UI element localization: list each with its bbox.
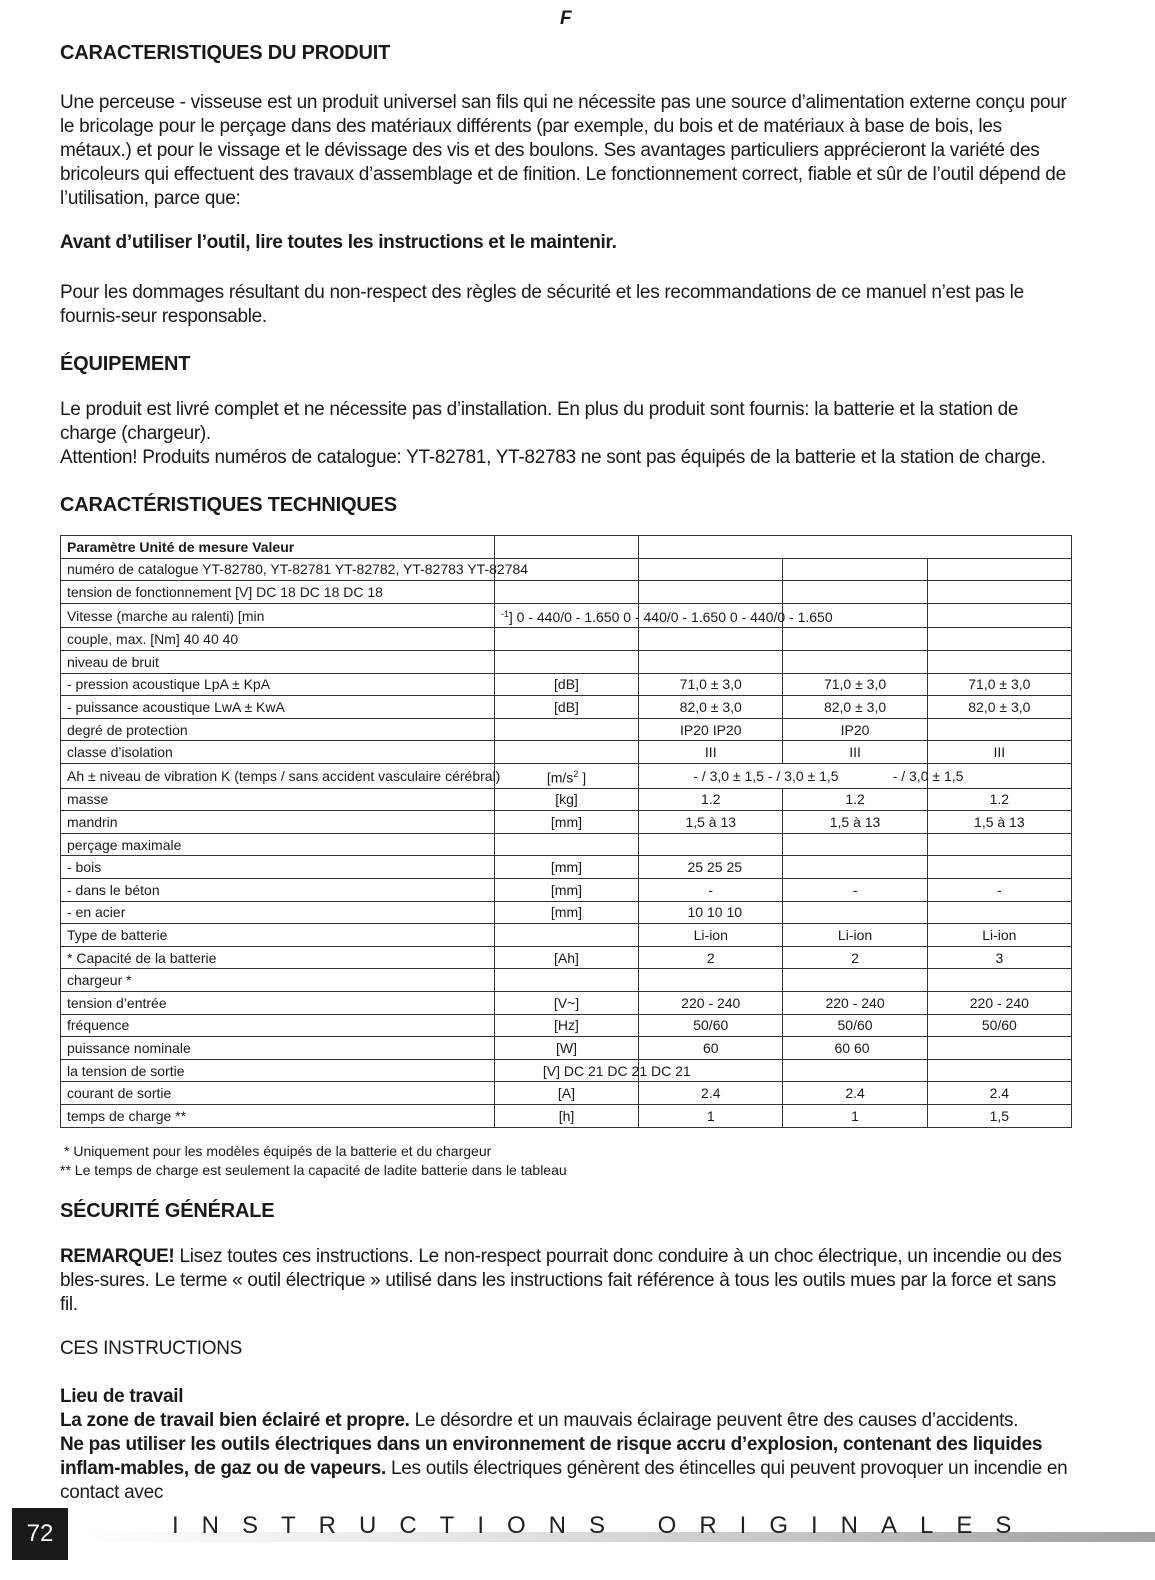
table-row: puissance nominale [W] 60 60 60 [61,1037,1072,1060]
work-area-title: Lieu de travail [60,1385,184,1407]
noise-cell: niveau de bruit [61,651,495,674]
paragraph-remark: REMARQUE! Lisez toutes ces instructions. Le non-respect pourrait donc conduire à un choc électrique, un incendie ou des bles-sures. Le terme « outil électrique » utilisé dans les instructions fait référence à tous les outils mues par la force et sans fil. [60,1245,1062,1315]
table-row: la tension de sortie [V] DC 21 DC 21 DC 21 [61,1059,1072,1082]
paragraph-work-1: La zone de travail bien éclairé et propre. Le désordre et un mauvais éclairage peuvent être des causes d’accidents. [60,1409,1019,1431]
table-row: - en acier [mm] 10 10 10 [61,901,1072,924]
table-header-cell: Paramètre Unité de mesure Valeur [61,536,495,559]
table-row: tension d’entrée [V~] 220 - 240 220 - 240 220 - 240 [61,992,1072,1015]
section-title-product: CARACTERISTIQUES DU PRODUIT [60,42,391,64]
table-row [61,603,1072,628]
paragraph-liability: Pour les dommages résultant du non-respect des règles de sécurité et les recommandations de ce manuel n’est pas le fournis-seur responsable. [60,282,1024,327]
table-row: masse [kg] 1.2 1.2 1.2 [61,788,1072,811]
page-content [60,36,1075,1505]
table-row [61,651,1072,674]
table-row: - pression acoustique LpA ± KpA [dB] 71,0 ± 3,0 71,0 ± 3,0 71,0 ± 3,0 [61,673,1072,696]
table-notes [60,1142,1075,1180]
torque-cell: couple, max. [Nm] 40 40 40 [61,628,495,651]
table-row: mandrin [mm] 1,5 à 13 1,5 à 13 1,5 à 13 [61,811,1072,834]
table-row: Ah ± niveau de vibration K (temps / sans accident vasculaire cérébral) [$m/s^2$ ] - / 3,0 ± 1,5 - / 3,0 ± 1,5 - / 3,0 ± 1,5 [61,764,1072,789]
language-marker: F [560,8,572,29]
table-row: classe d’isolation III III III [61,741,1072,764]
paragraph-intro: Une perceuse - visseuse est un produit universel san fils qui ne nécessite pas une source d’alimentation externe conçu pour le bricolage pour le perçage dans des matériaux différents (par exemple, du bois et de matériaux à base de bois, les métaux.) et pour le vissage et le dévissage des vis et des boulons. Ses avantages particuliers apprécieront la variété des bricoleurs qui effectuent des travaux d’assemblage et de finition. Le fonctionnement correct, fiable et sûr de l’outil dépend de l’utilisation, parce que: [60,92,1067,209]
table-row: - dans le béton [mm] - - - [61,879,1072,902]
voltage-cell: tension de fonctionnement [V] DC 18 DC 18 DC 18 [61,581,495,604]
table-row: - puissance acoustique LwA ± KwA [dB] 82,0 ± 3,0 82,0 ± 3,0 82,0 ± 3,0 [61,696,1072,719]
table-row [61,558,1072,581]
table-row: temps de charge ** [h] 1 1 1,5 [61,1104,1072,1127]
note-1: * Uniquement pour les modèles équipés de la batterie et du chargeur [64,1142,492,1159]
speed-unit-exponent: -1 [500,608,509,619]
page-footer [0,1508,1155,1568]
page-number: 72 [12,1508,68,1560]
table-row [61,536,1072,559]
speed-values: ] 0 - 440/0 - 1.650 0 - 440/0 - 1.650 0 - 440/0 - 1.650 [508,609,833,626]
paragraph-work-2: Ne pas utiliser les outils électriques dans un environnement de risque accru d’explosion, contenant des liquides inflam-mables, de gaz ou de vapeurs. Les outils électriques génèrent des étincelles qui peuvent provoquer un incendie en contact avec [60,1433,1068,1503]
table-row: perçage maximale [61,833,1072,856]
table-row: Type de batterie Li-ion Li-ion Li-ion [61,924,1072,947]
footer-title: INSTRUCTIONS ORIGINALES [172,1512,1035,1539]
table-row: - bois [mm] 25 25 25 [61,856,1072,879]
table-row: fréquence [Hz] 50/60 50/60 50/60 [61,1014,1072,1037]
table-row [61,581,1072,604]
paragraph-attention: Attention! Produits numéros de catalogue: YT-82781, YT-82783 ne sont pas équipés de la batterie et la station de charge. [60,447,1046,468]
section-title-safety: SÉCURITÉ GÉNÉRALE [60,1199,275,1222]
speed-label-cell: Vitesse (marche au ralenti) [min [61,603,495,628]
table-row: courant de sortie [A] 2.4 2.4 2.4 [61,1082,1072,1105]
catalog-cell: numéro de catalogue YT-82780, YT-82781 YT-82782, YT-82783 YT-82784 [61,558,495,581]
paragraph-ces: CES INSTRUCTIONS [60,1337,243,1359]
spec-table [60,535,1072,1128]
table-row: chargeur * [61,969,1072,992]
note-2: ** Le temps de charge est seulement la capacité de ladite batterie dans le tableau [60,1161,567,1178]
section-title-equipment: ÉQUIPEMENT [60,353,191,375]
paragraph-warning-read: Avant d’utiliser l’outil, lire toutes les instructions et le maintenir. [60,232,617,253]
table-row: * Capacité de la batterie [Ah] 2 2 3 [61,946,1072,969]
paragraph-equipment: Le produit est livré complet et ne nécessite pas d’installation. En plus du produit sont fournis: la batterie et la station de charge (chargeur). [60,399,1019,444]
table-row: degré de protection IP20 IP20 IP20 [61,718,1072,741]
section-title-specs: CARACTÉRISTIQUES TECHNIQUES [60,494,397,516]
table-row [61,628,1072,651]
